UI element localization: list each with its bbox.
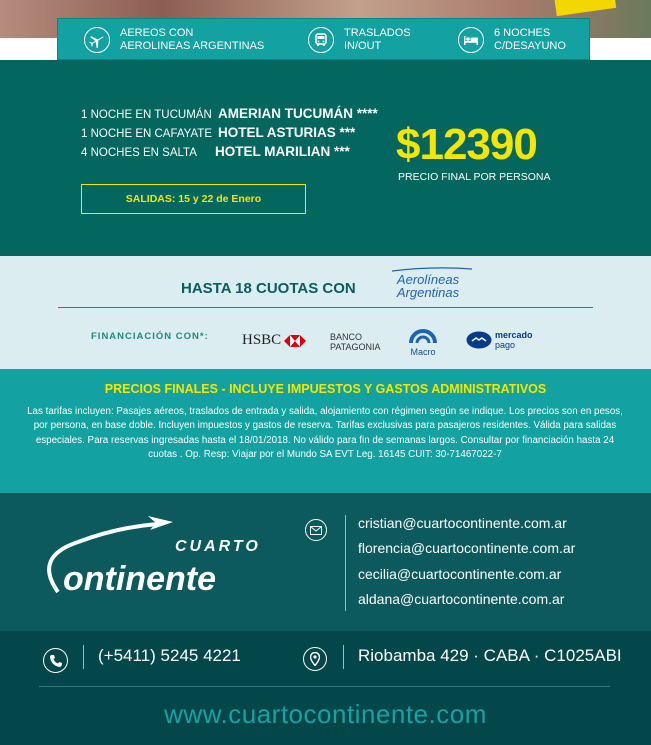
hotel-name: AMERIAN TUCUMÁN **** [218, 106, 378, 121]
feature-transfers [308, 19, 411, 61]
website-link[interactable]: www.cuartocontinente.com [164, 699, 487, 729]
macro-text: Macro [410, 347, 436, 357]
hotel-row [81, 105, 378, 123]
hotel-name: HOTEL MARILIAN *** [215, 144, 350, 159]
price-note: PRECIO FINAL POR PERSONA [398, 171, 551, 183]
installments-headline: HASTA 18 CUOTAS CON [181, 280, 356, 297]
hsbc-hexagon-icon [284, 335, 306, 347]
mail-icon [305, 519, 327, 541]
terms-body: Las tarifas incluyen: Pasajes aéreos, traslados de entrada y salida, alojamiento con régimen según se indique. Los precios son en pesos, por persona, en base doble. Incluyen impuestos y gastos de reserva. Tarifas exclusivas para pasajeros residentes. Válida para salidas especiales. Para reservas ingresadas hasta el 18/01/2018. No válido para fin de semanas largos. Consultar por financiación hasta 24 cuotas . Op. Resp: Viajar por el Mundo SA EVT Leg. 16145 CUIT: 30-71467022-7 [27, 406, 623, 460]
macro-logo [405, 325, 441, 357]
nights-label: 1 NOCHE EN CAFAYATE [81, 128, 212, 140]
airplane-icon [84, 27, 110, 53]
bus-icon [308, 27, 334, 53]
hsbc-text: HSBC [242, 332, 282, 348]
divider [58, 307, 593, 308]
email-link[interactable]: florencia@cuartocontinente.com.ar [358, 540, 576, 556]
hotel-name: HOTEL ASTURIAS *** [218, 125, 356, 140]
email-link[interactable]: cecilia@cuartocontinente.com.ar [358, 566, 562, 582]
feature-nights [458, 19, 566, 61]
feature-line1: TRASLADOS [344, 27, 411, 39]
aerolineas-line2: Argentinas [396, 285, 460, 300]
feature-line2: C/DESAYUNO [494, 40, 566, 52]
divider [39, 686, 610, 687]
patagonia-line1: BANCO [330, 332, 363, 342]
aerolineas-logo [384, 266, 472, 299]
nights-label: 4 NOCHES EN SALTA [81, 147, 197, 159]
divider [345, 515, 346, 611]
bed-icon [458, 27, 484, 53]
departures-box: SALIDAS: 15 y 22 de Enero [81, 184, 306, 214]
mp-line1: mercado [495, 330, 533, 340]
features-bar [57, 18, 590, 60]
financing-section [0, 256, 651, 369]
location-pin-icon [303, 647, 327, 671]
address: Riobamba 429 · CABA · C1025ABI [358, 646, 622, 665]
mp-line2: pago [495, 340, 516, 350]
terms-title: PRECIOS FINALES - INCLUYE IMPUESTOS Y GASTOS ADMINISTRATIVOS [104, 382, 547, 396]
email-link[interactable]: cristian@cuartocontinente.com.ar [358, 515, 567, 531]
mercadopago-logo [466, 330, 533, 350]
feature-line1: AEREOS CON [120, 27, 194, 39]
phone-number[interactable]: (+5411) 5245 4221 [98, 646, 241, 665]
nights-label: 1 NOCHE EN TUCUMÁN [81, 109, 212, 121]
financing-label: FINANCIACIÓN CON*: [91, 331, 209, 342]
divider [343, 645, 344, 669]
patagonia-line2: PATAGONIA [330, 342, 381, 352]
phone-icon [43, 648, 68, 673]
macro-wave-icon [408, 325, 438, 345]
hotel-row [81, 143, 350, 161]
email-link[interactable]: aldana@cuartocontinente.com.ar [358, 591, 565, 607]
terms-section [0, 369, 651, 493]
brand-continente: ontinente [63, 560, 216, 598]
patagonia-logo [330, 332, 381, 352]
hsbc-logo [242, 333, 306, 348]
feature-flights [84, 19, 264, 61]
price-value: $12390 [396, 120, 537, 169]
brand-cuarto: CUARTO [175, 538, 261, 555]
handshake-icon [466, 331, 492, 349]
hotel-row [81, 124, 355, 142]
aerolineas-line1: Aerolíneas [396, 272, 460, 287]
feature-line2: IN/OUT [344, 40, 382, 52]
feature-line1: 6 NOCHES [494, 27, 551, 39]
divider [83, 645, 84, 669]
feature-line2: AEROLINEAS ARGENTINAS [120, 40, 265, 52]
